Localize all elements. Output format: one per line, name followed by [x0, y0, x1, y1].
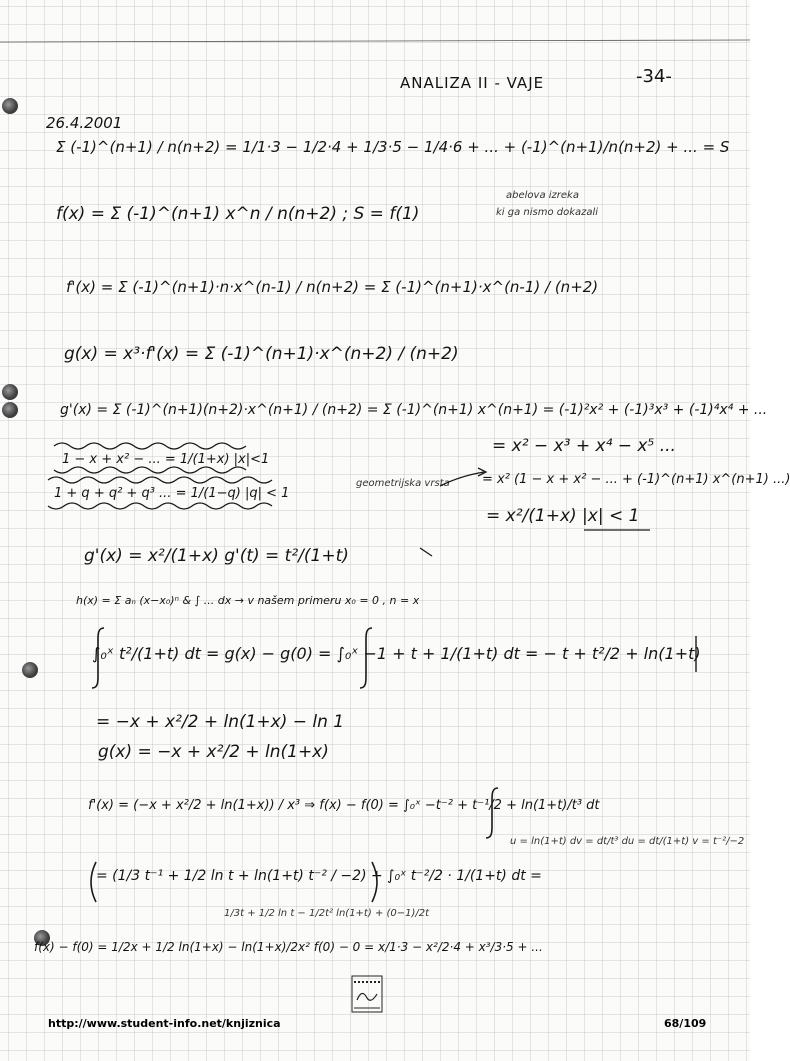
equation-g-derivative-step4: = x²/(1+x) |x| < 1	[486, 506, 640, 526]
equation-g-result: g(x) = −x + x²/2 + ln(1+x)	[98, 742, 329, 762]
page-number: -34-	[636, 66, 672, 87]
boxed-geometric-series-1: 1 − x + x² − ... = 1/(1+x) |x|<1	[62, 452, 270, 467]
equation-f-definition: f(x) = Σ (-1)^(n+1) x^n / n(n+2) ; S = f(1)	[56, 204, 420, 224]
logo-icon	[350, 974, 384, 1014]
equation-g-derivative-step3: = x² (1 − x + x² − ... + (-1)^(n+1) x^(n+1) ...)	[482, 472, 790, 487]
equation-series-sum: Σ (-1)^(n+1) / n(n+2) = 1/1·3 − 1/2·4 + 1/3·5 − 1/4·6 + ... + (-1)^(n+1)/n(n+2) + ... = S	[56, 138, 730, 156]
equation-f-derivative: f'(x) = Σ (-1)^(n+1)·n·x^(n-1) / n(n+2) = Σ (-1)^(n+1)·x^(n-1) / (n+2)	[66, 278, 599, 296]
note-integration-by-parts: u = ln(1+t) dv = dt/t³ du = dt/(1+t) v = t⁻²/−2	[510, 836, 745, 847]
equation-g-definition: g(x) = x³·f'(x) = Σ (-1)^(n+1)·x^(n+2) / (n+2)	[64, 344, 459, 364]
equation-g-result-step: = −x + x²/2 + ln(1+x) − ln 1	[96, 712, 345, 732]
boxed-geometric-series-2: 1 + q + q² + q³ ... = 1/(1−q) |q| < 1	[54, 486, 290, 501]
footer-page-counter: 68/109	[664, 1017, 707, 1030]
equation-g-derivative: g'(x) = Σ (-1)^(n+1)(n+2)·x^(n+1) / (n+2) = Σ (-1)^(n+1) x^(n+1) = (-1)²x² + (-1)³x³ + (-1)⁴x⁴ + ...	[60, 402, 768, 418]
equation-integral-g: ∫₀ˣ t²/(1+t) dt = g(x) − g(0) = ∫₀ˣ −1 + t + 1/(1+t) dt = − t + t²/2 + ln(1+t)	[92, 644, 701, 663]
footer-url: http://www.student-info.net/knjiznica	[48, 1017, 281, 1030]
equation-power-series-note: h(x) = Σ aₙ (x−x₀)ⁿ & ∫ ... dx → v našem primeru x₀ = 0 , n = x	[76, 594, 420, 607]
date: 26.4.2001	[46, 114, 123, 132]
equation-integration-subline: 1/3t + 1/2 ln t − 1/2t² ln(1+t) + (0−1)/2t	[224, 908, 430, 919]
note-abel: abelova izreka	[506, 190, 579, 201]
publisher-logo	[350, 974, 384, 1014]
note-geometric-series: geometrijska vrsta	[356, 478, 450, 489]
equation-g-derivative-step2: = x² − x³ + x⁴ − x⁵ ...	[492, 436, 676, 456]
note-not-proven: ki ga nismo dokazali	[496, 207, 599, 218]
page-title: ANALIZA II - VAJE	[400, 74, 545, 92]
equation-g-derivative-t: g'(x) = x²/(1+x) g'(t) = t²/(1+t)	[84, 546, 349, 566]
equation-f-derivative-closed: f'(x) = (−x + x²/2 + ln(1+x)) / x³ ⇒ f(x) − f(0) = ∫₀ˣ −t⁻² + t⁻¹/2 + ln(1+t)/t³ dt	[88, 798, 600, 813]
equation-final: f(x) − f(0) = 1/2x + 1/2 ln(1+x) − ln(1+x)/2x² f(0) − 0 = x/1·3 − x²/2·4 + x³/3·5 + ...	[34, 940, 543, 954]
equation-integration-by-parts: = (1/3 t⁻¹ + 1/2 ln t + ln(1+t) t⁻² / −2) + ∫₀ˣ t⁻²/2 · 1/(1+t) dt =	[96, 868, 542, 884]
